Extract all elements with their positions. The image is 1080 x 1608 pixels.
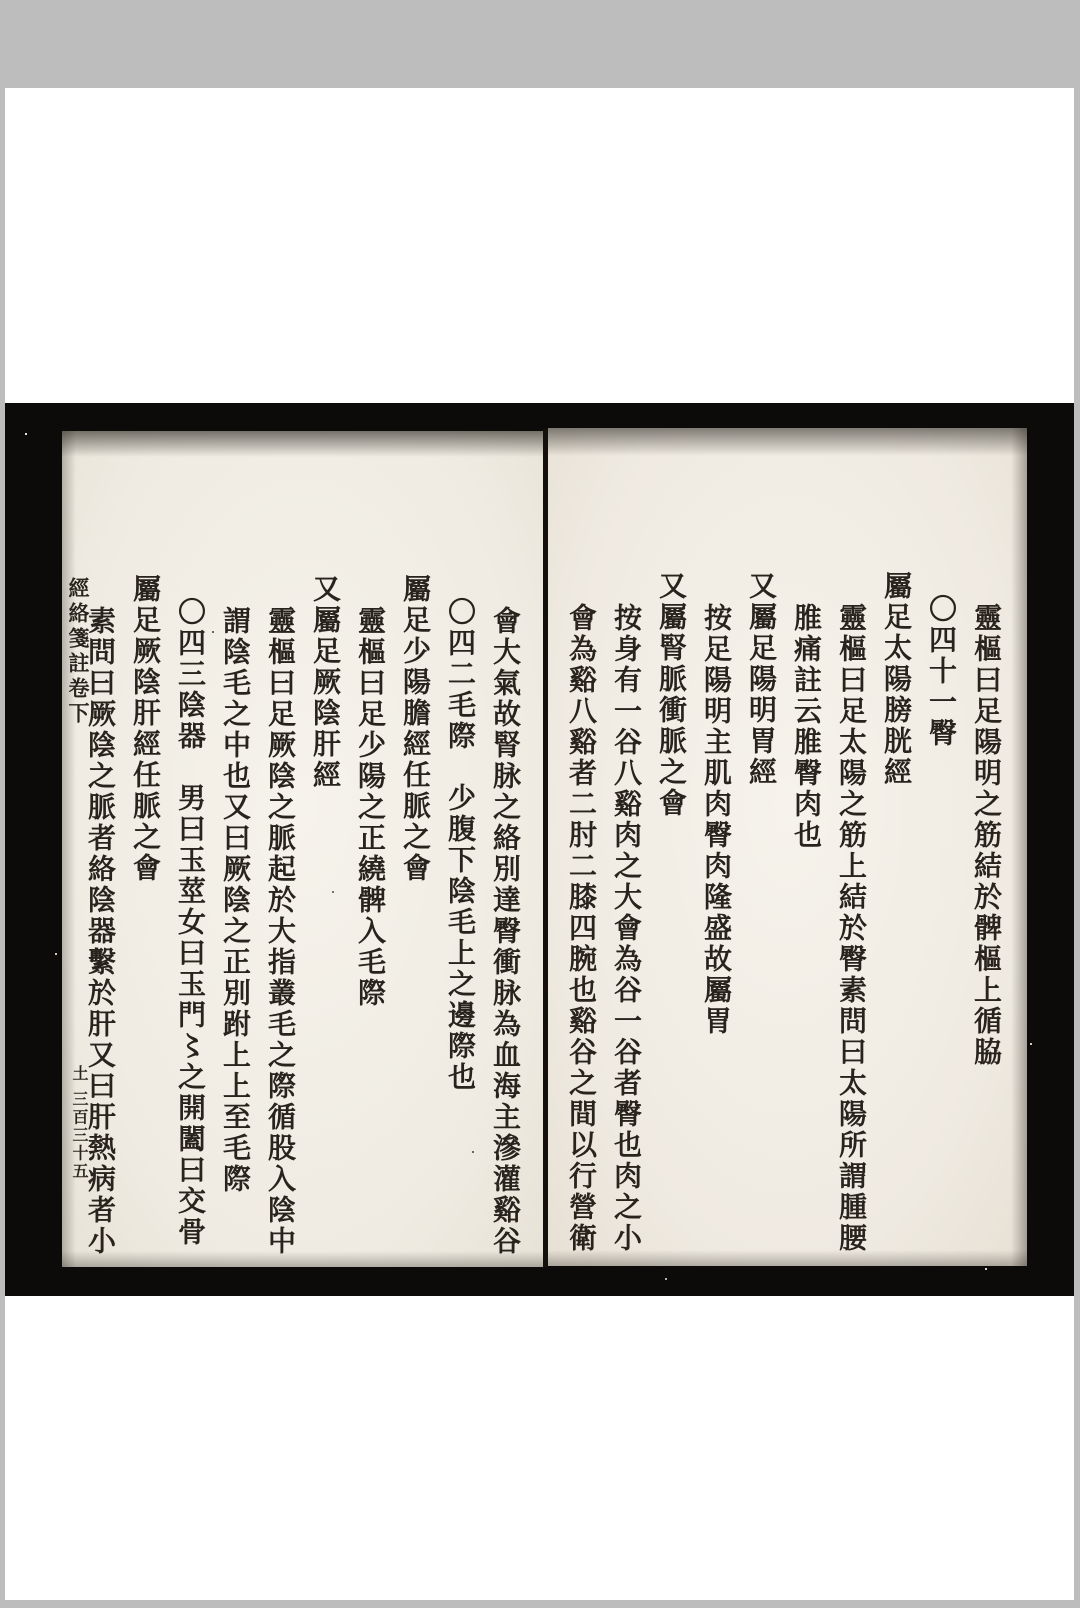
left-page — [62, 431, 543, 1267]
text-column: 〇四二毛際 少腹下陰毛上之邊際也 — [444, 597, 477, 1093]
frame-right-strip — [1074, 0, 1080, 1608]
frame-left-strip — [0, 0, 5, 1608]
folio-number: 土 三百三十五 — [70, 1065, 89, 1181]
text-column: 屬足太陽膀胱經 — [880, 571, 913, 788]
text-column: 脽痛註云脽臀肉也 — [790, 603, 823, 851]
frame-top-band — [0, 0, 1080, 88]
text-column: 靈樞曰足太陽之筋上結於臀素問曰太陽所謂腫腰 — [835, 603, 868, 1254]
text-column: 屬足厥陰肝經任脈之會 — [129, 574, 162, 884]
text-column: 〇四十一臀 — [925, 594, 958, 749]
text-column: 靈樞曰足厥陰之脈起於大指叢毛之際循股入陰中 — [264, 606, 297, 1257]
text-column: 按身有一谷八谿肉之大會為谷一谷者臀也肉之小 — [610, 603, 643, 1254]
right-page — [548, 428, 1027, 1266]
text-column: 會為谿八谿者二肘二膝四腕也谿谷之間以行營衛 — [565, 603, 598, 1254]
dust-specks — [25, 433, 27, 435]
text-column: 靈樞曰足陽明之筋結於髀樞上循脇 — [970, 603, 1003, 1068]
right-page-columns — [548, 428, 1027, 1266]
volume-label: 卷下 — [66, 677, 91, 727]
book-scan — [5, 403, 1074, 1296]
text-column: 會大氣故腎脉之絡別達臀衝脉為血海主滲灌谿谷 — [489, 606, 522, 1257]
spine-title-column — [63, 577, 93, 727]
text-column: 謂陰毛之中也又曰厥陰之正別跗上上至毛際 — [219, 606, 252, 1195]
text-column: 屬足少陽膽經任脈之會 — [399, 574, 432, 884]
frame-bottom-strip — [0, 1600, 1080, 1608]
text-column: 又屬足陽明胃經 — [745, 571, 778, 788]
text-column: 按足陽明主肌肉臀肉隆盛故屬胃 — [700, 603, 733, 1037]
left-page-columns — [62, 431, 543, 1267]
spine-title: 經絡箋註 — [66, 577, 91, 677]
text-column: 靈樞曰足少陽之正繞髀入毛際 — [354, 606, 387, 1009]
text-column: 素問曰厥陰之脈者絡陰器繫於肝又曰肝熱病者小 — [84, 606, 117, 1257]
text-column: 又屬足厥陰肝經 — [309, 574, 342, 791]
text-column: 又屬腎脈衝脈之會 — [655, 571, 688, 819]
text-column: 〇四三陰器 男曰玉莖女曰玉門〻之開闔曰交骨 — [174, 597, 207, 1248]
